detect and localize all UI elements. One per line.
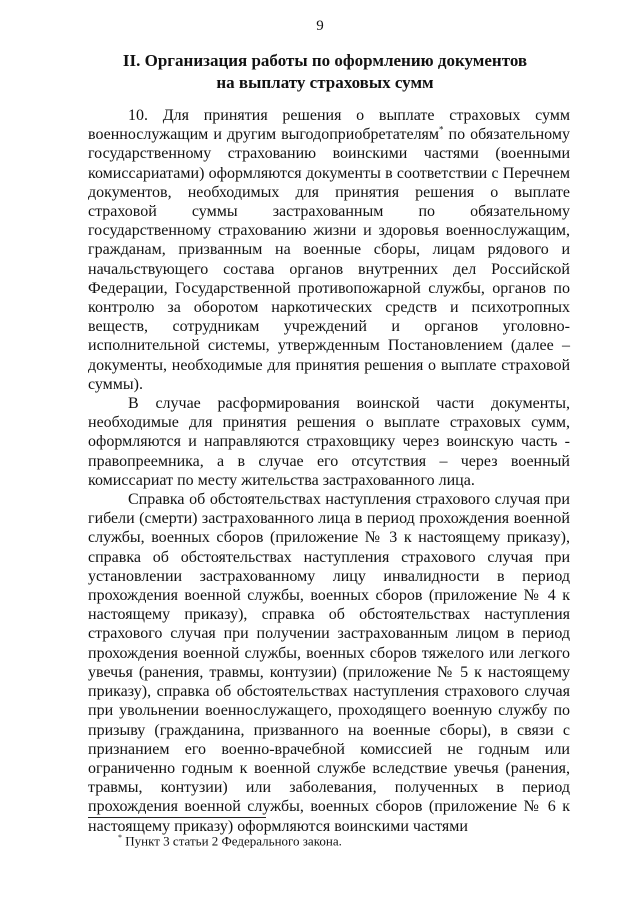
paragraph-certificates: Справка об обстоятельствах наступления страхового случая при гибели (смерти) застрахованного лица в период прохождения военной службы, военных сборов (приложение № 3 к настоящему приказу), справка об обстоятельствах наступления страхового случая при установлении застрахованному лицу инвалидности в период прохождения военной службы, военных сборов (приложение № 4 к настоящему приказу), справка об обстоятельствах наступления страхового случая при получении застрахованным лицом в период прохождения военной службы, военных сборов тяжелого или легкого увечья (ранения, травмы, контузии) (приложение № 5 к настоящему приказу), справка об обстоятельствах наступления страхового случая при увольнении военнослужащего, проходящего военную службу по призыву (гражданина, призванного на военные сборы), в связи с признанием его военно-врачебной комиссией не годным или ограниченно годным к военной службе вследствие увечья (ранения, травмы, контузии) или заболевания, полученных в период прохождения военной службы, военных сборов (приложение № 6 к настоящему приказу) оформляются воинскими частями: [88, 491, 570, 835]
footnote-reference-mark: *: [439, 124, 444, 135]
body-text: [88, 106, 570, 836]
section-title: [90, 50, 560, 94]
paragraph-10-start: 10. Для принятия решения о выплате страховых сумм военнослужащим и другим выгодоприобретателям: [88, 107, 570, 144]
paragraph-10-rest: по обязательному государственному страхованию воинскими частями (военными комиссариатами) оформляются документы в соответствии с Перечнем документов, необходимых для принятия решения о выплате страховой суммы застрахованным по обязательному государственному страхованию жизни и здоровья военнослужащим, гражданам, призванным на военные сборы, лицам рядового и начальствующего состава органов внутренних дел Российской Федерации, Государственной противопожарной службы, органов по контролю за оборотом наркотических средств и психотропных веществ, сотрудникам учреждений и органов уголовно-исполнительной системы, утвержденным Постановлением (далее – документы, необходимые для принятия решения о выплате страховой суммы).: [88, 126, 571, 393]
paragraph-10: [88, 106, 570, 394]
page-number: 9: [316, 18, 324, 34]
footnote-mark: *: [118, 833, 122, 842]
footnote-divider: [88, 817, 266, 818]
footnote: [118, 830, 342, 849]
section-title-line-2: на выплату страховых сумм: [216, 73, 434, 92]
footnote-text: Пункт 3 статьи 2 Федерального закона.: [122, 833, 342, 849]
paragraph-disbandment: В случае расформирования воинской части документы, необходимые для принятия решения о выплате страховых сумм, оформляются и направляются страховщику через воинскую часть - правопреемника, а в случае его отсутствия – через военный комиссариат по месту жительства застрахованного лица.: [88, 395, 570, 489]
section-title-line-1: II. Организация работы по оформлению документов: [122, 51, 528, 70]
